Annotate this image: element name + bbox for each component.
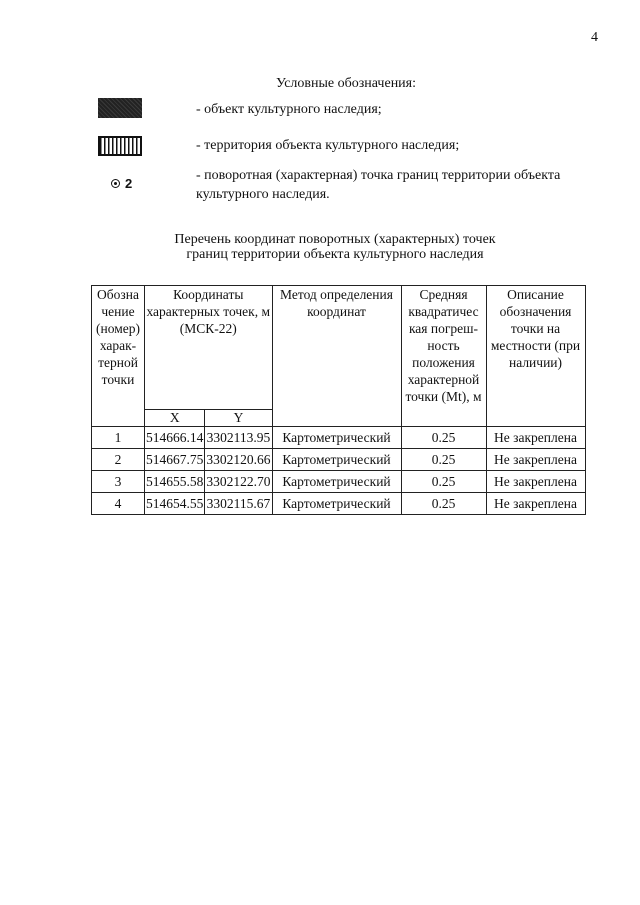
header-method: Метод определения координат — [272, 286, 401, 427]
cell-y: 3302115.67 — [205, 493, 272, 515]
table-row — [92, 427, 586, 449]
table-title-line-2: границ территории объекта культурного наследия — [186, 247, 484, 262]
table-row — [92, 471, 586, 493]
legend-title: Условные обозначения: — [275, 76, 417, 91]
header-y: Y — [205, 409, 272, 426]
cell-y: 3302113.95 — [205, 427, 272, 449]
cell-error: 0.25 — [401, 493, 486, 515]
header-designation: Обозна чение (номер) харак- терной точки — [92, 286, 145, 427]
legend-item-object-text: - объект культурного наследия; — [196, 102, 382, 117]
table-title — [0, 232, 640, 262]
cell-description: Не закреплена — [486, 471, 585, 493]
cell-number: 3 — [92, 471, 145, 493]
cell-number: 2 — [92, 449, 145, 471]
cell-x: 514666.14 — [145, 427, 205, 449]
cell-number: 4 — [92, 493, 145, 515]
coordinates-table — [91, 285, 586, 515]
header-x: X — [145, 409, 205, 426]
cell-description: Не закреплена — [486, 427, 585, 449]
cell-method: Картометрический — [272, 427, 401, 449]
cell-y: 3302122.70 — [205, 471, 272, 493]
cell-x: 514667.75 — [145, 449, 205, 471]
cell-error: 0.25 — [401, 471, 486, 493]
header-error: Средняя квадратичес кая погреш- ность положения характерной точки (Mt), м — [401, 286, 486, 427]
legend-item-point-text: - поворотная (характерная) точка границ территории объекта культурного наследия. — [196, 168, 561, 202]
cell-description: Не закреплена — [486, 449, 585, 471]
heritage-object-swatch-icon — [98, 98, 142, 118]
cell-error: 0.25 — [401, 427, 486, 449]
table-row — [92, 449, 586, 471]
cell-x: 514654.55 — [145, 493, 205, 515]
cell-error: 0.25 — [401, 449, 486, 471]
table-title-line-1: Перечень координат поворотных (характерных) точек — [174, 232, 496, 247]
cell-method: Картометрический — [272, 493, 401, 515]
cell-description: Не закреплена — [486, 493, 585, 515]
page-number: 4 — [591, 30, 598, 45]
header-description: Описание обозначения точки на местности (при наличии) — [486, 286, 585, 427]
legend-item-territory-text: - территория объекта культурного наследия; — [196, 138, 460, 153]
cell-number: 1 — [92, 427, 145, 449]
turning-point-marker-label: 2 — [125, 176, 133, 191]
table-row — [92, 493, 586, 515]
cell-method: Картометрический — [272, 471, 401, 493]
turning-point-marker-icon — [111, 176, 132, 191]
cell-method: Картометрический — [272, 449, 401, 471]
heritage-territory-swatch-icon — [98, 136, 142, 156]
cell-y: 3302120.66 — [205, 449, 272, 471]
cell-x: 514655.58 — [145, 471, 205, 493]
header-coordinates: Координаты характерных точек, м (МСК-22) — [145, 286, 273, 410]
